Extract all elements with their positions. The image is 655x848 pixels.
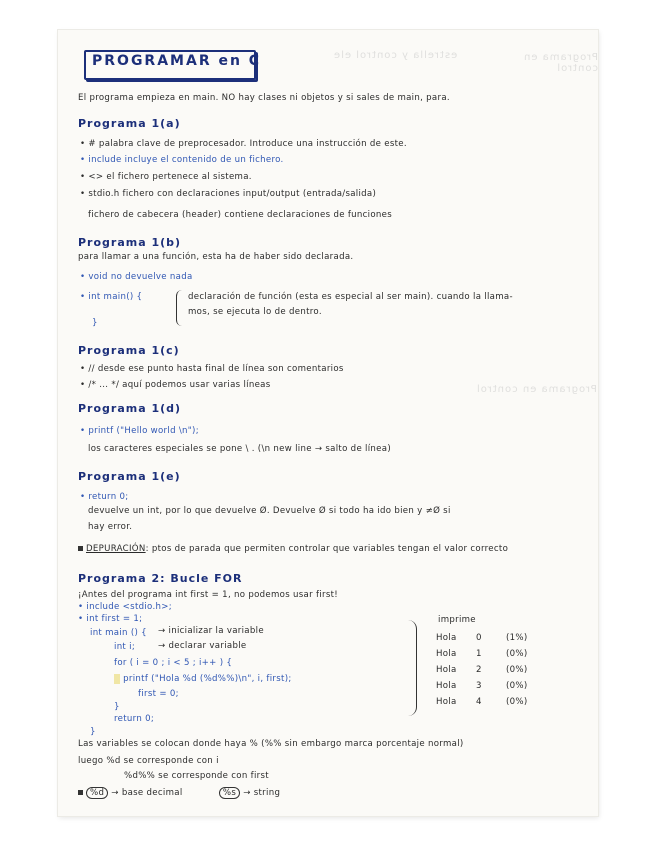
output-word: Hola	[436, 649, 457, 659]
output-percent: (0%)	[506, 649, 528, 659]
code-line: }	[92, 318, 98, 328]
output-word: Hola	[436, 681, 457, 691]
code-line: int i;	[114, 642, 136, 652]
note-line: • /* ... */ aquí podemos usar varias líneas	[80, 380, 271, 390]
format-code-s: %s	[219, 787, 240, 799]
heading-programa-1e: Programa 1(e)	[78, 470, 181, 483]
depuracion-note	[78, 544, 508, 554]
output-number: 2	[476, 665, 482, 675]
note-line: hay error.	[88, 522, 133, 532]
output-number: 1	[476, 649, 482, 659]
output-word: Hola	[436, 697, 457, 707]
code-line: • include <stdio.h>;	[78, 602, 172, 612]
code-line: • return 0;	[80, 492, 129, 502]
format-code-d: %d	[86, 787, 108, 799]
format-legend	[78, 787, 280, 799]
code-line: }	[90, 727, 96, 737]
note-line: • stdio.h fichero con declaraciones input/output (entrada/salida)	[80, 189, 377, 199]
code-line: return 0;	[114, 714, 155, 724]
code-line: • int main() {	[80, 292, 143, 302]
note-line: luego %d se corresponde con i	[78, 756, 219, 766]
brace-bracket	[176, 290, 183, 326]
output-number: 4	[476, 697, 482, 707]
note-line: para llamar a una función, esta ha de haber sido declarada.	[78, 252, 354, 262]
note-line: devuelve un int, por lo que devuelve Ø. Devuelve Ø si todo ha ido bien y ≠Ø si	[88, 506, 451, 516]
note-line: • <> el fichero pertenece al sistema.	[80, 172, 252, 182]
depuracion-text: : ptos de parada que permiten controlar que variables tengan el valor correcto	[145, 544, 509, 554]
output-number: 0	[476, 633, 482, 643]
page-title: PROGRAMAR en C	[92, 53, 262, 69]
heading-programa-1c: Programa 1(c)	[78, 344, 180, 357]
code-line: int main () {	[90, 628, 147, 638]
note-line: • include incluye el contenido de un fichero.	[80, 155, 284, 165]
output-percent: (0%)	[506, 681, 528, 691]
code-note: → declarar variable	[158, 641, 247, 651]
heading-programa-1a: Programa 1(a)	[78, 117, 181, 130]
note-line: declaración de función (esta es especial al ser main). cuando la llama-	[188, 292, 513, 302]
note-line: mos, se ejecuta lo de dentro.	[188, 307, 322, 317]
square-bullet-icon	[78, 790, 83, 795]
output-number: 3	[476, 681, 482, 691]
output-percent: (0%)	[506, 697, 528, 707]
bleed-through-text: estrella y control ele	[333, 50, 458, 61]
depuracion-label: DEPURACIÓN	[86, 544, 146, 554]
note-line: • void no devuelve nada	[80, 272, 193, 282]
output-title: imprime	[438, 615, 476, 625]
highlight-mark	[114, 674, 120, 684]
format-desc-d: → base decimal	[111, 788, 183, 798]
note-line: • # palabra clave de preprocesador. Introduce una instrucción de este.	[80, 139, 407, 149]
output-percent: (1%)	[506, 633, 528, 643]
bleed-through-text: Programa en control	[523, 52, 598, 74]
heading-programa-2: Programa 2: Bucle FOR	[78, 572, 243, 585]
note-line: fichero de cabecera (header) contiene declaraciones de funciones	[88, 210, 393, 220]
bleed-through-text: Programa en control	[476, 384, 597, 395]
code-line: }	[114, 702, 120, 712]
output-word: Hola	[436, 633, 457, 643]
heading-programa-1b: Programa 1(b)	[78, 236, 182, 249]
code-line: first = 0;	[138, 689, 179, 699]
note-line: los caracteres especiales se pone \ . (\n new line → salto de línea)	[88, 444, 391, 454]
notebook-page	[58, 30, 598, 816]
note-line: Las variables se colocan donde haya % (%% sin embargo marca porcentaje normal)	[78, 739, 464, 749]
code-line: • int first = 1;	[78, 614, 143, 624]
code-text: printf ("Hola %d (%d%%)\n", i, first);	[123, 674, 292, 684]
output-percent: (0%)	[506, 665, 528, 675]
code-note: → inicializar la variable	[158, 626, 264, 636]
note-line: %d%% se corresponde con first	[124, 771, 269, 781]
code-line	[114, 674, 292, 684]
square-bullet-icon	[78, 546, 83, 551]
code-line: for ( i = 0 ; i < 5 ; i++ ) {	[114, 658, 233, 668]
heading-programa-1d: Programa 1(d)	[78, 402, 182, 415]
code-line: • printf ("Hello world \n");	[80, 426, 199, 436]
format-desc-s: → string	[243, 788, 281, 798]
brace-bracket	[408, 620, 417, 716]
output-word: Hola	[436, 665, 457, 675]
intro-text: El programa empieza en main. NO hay clases ni objetos y si sales de main, para.	[78, 93, 450, 103]
note-line: ¡Antes del programa int first = 1, no podemos usar first!	[78, 590, 339, 600]
note-line: • // desde ese punto hasta final de línea son comentarios	[80, 364, 344, 374]
